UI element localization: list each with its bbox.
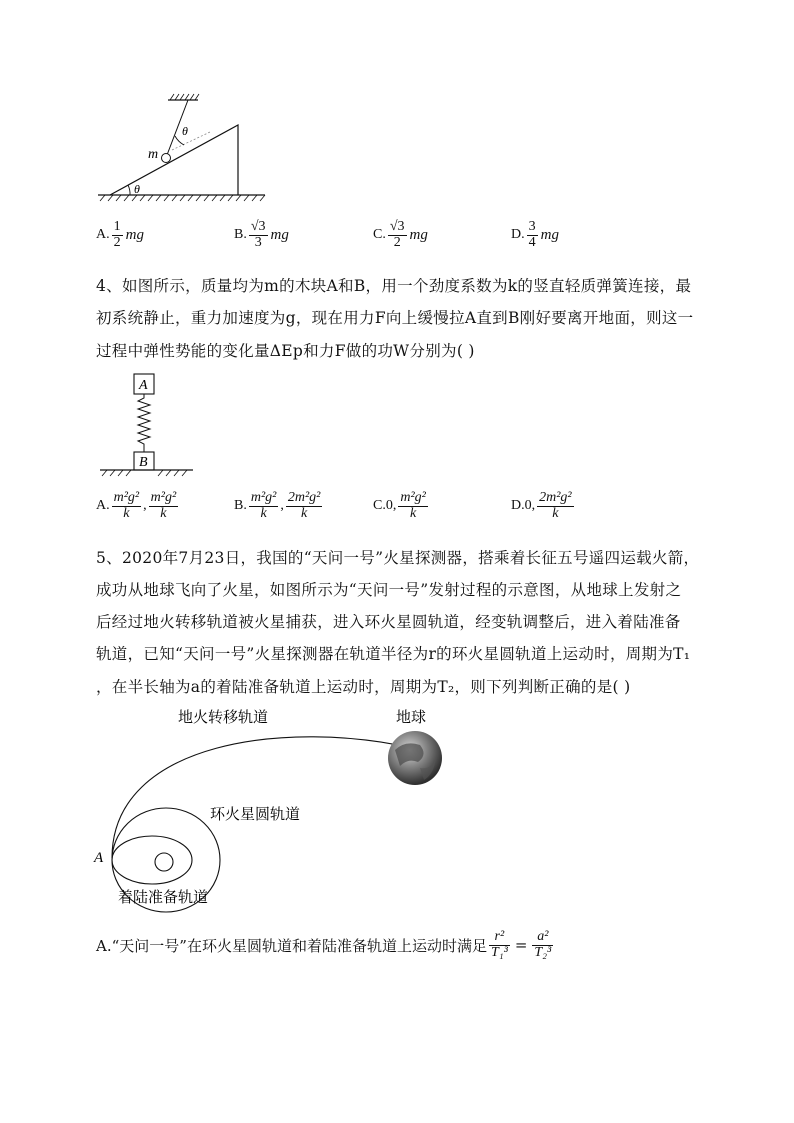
q3-option-d <box>511 220 559 250</box>
denominator: k <box>552 505 559 521</box>
fraction <box>112 220 123 250</box>
fraction <box>249 491 279 521</box>
q4-line-3: 过程中弹性势能的变化量ΔEp和力F做的功W分别为( ) <box>96 342 475 360</box>
denominator: 2 <box>113 234 121 250</box>
numerator: √3 <box>389 219 405 234</box>
denominator: 4 <box>528 234 536 250</box>
numerator: a² <box>532 930 553 946</box>
unit-mg: mg <box>540 226 559 243</box>
q5-line-4: 轨道，已知“天问一号”火星探测器在轨道半径为r的环火星圆轨道上运动时，周期为T₁ <box>96 645 691 663</box>
fraction <box>149 491 179 521</box>
fraction <box>489 930 510 960</box>
block-b-label: B <box>139 455 148 470</box>
fraction <box>537 491 574 521</box>
q4-option-a <box>96 491 180 521</box>
fraction <box>112 491 142 521</box>
point-a-label: A <box>94 850 104 866</box>
fraction <box>286 491 323 521</box>
option-letter: D. <box>511 498 525 514</box>
theta-top-label: θ <box>182 124 188 138</box>
transfer-orbit-label: 地火转移轨道 <box>178 708 269 726</box>
q4-line-1: 4、如图所示，质量均为m的木块A和B，用一个劲度系数为k的竖直轻质弹簧连接，最 <box>96 277 692 295</box>
option-letter: B. <box>234 227 247 243</box>
unit-mg: mg <box>409 226 428 243</box>
denominator: k <box>160 505 167 521</box>
q5-option-a <box>96 930 555 960</box>
fraction <box>527 220 538 250</box>
fraction <box>388 220 407 250</box>
fraction <box>398 491 428 521</box>
option-letter: C. <box>373 498 386 514</box>
denominator: k <box>260 505 267 521</box>
numerator: m²g² <box>400 490 426 505</box>
incline-figure <box>90 90 270 215</box>
q5-line-2: 成功从地球飞向了火星，如图所示为“天问一号”发射过程的示意图，从地球上发射之 <box>96 581 682 599</box>
separator: , <box>143 498 147 514</box>
q3-option-b <box>234 220 289 250</box>
option-letter: D. <box>511 227 525 243</box>
circular-orbit-label: 环火星圆轨道 <box>210 805 301 823</box>
numerator: 2m²g² <box>539 490 572 505</box>
numerator: m²g² <box>250 490 277 505</box>
separator: , <box>280 498 284 514</box>
numerator: 2m²g² <box>287 490 321 505</box>
spring-figure <box>98 372 198 477</box>
option-text: A.“天问一号”在环火星圆轨道和着陆准备轨道上运动时满足 <box>96 936 487 955</box>
q3-option-a <box>96 220 144 250</box>
theta-bottom-label: θ <box>134 182 140 196</box>
denominator: T₁³ <box>490 944 508 960</box>
orbit-figure <box>90 700 460 915</box>
unit-mg: mg <box>125 226 144 243</box>
fraction <box>249 220 268 250</box>
option-letter: C. <box>373 227 386 243</box>
numerator: r² <box>489 930 510 946</box>
denominator: k <box>301 505 308 521</box>
q4-option-d <box>511 491 576 521</box>
q4-line-2: 初系统静止，重力加速度为g，现在用力F向上缓慢拉A直到B刚好要离开地面，则这一 <box>96 309 694 327</box>
numerator: √3 <box>250 219 266 234</box>
equals-sign: = <box>514 936 528 955</box>
block-a-label: A <box>139 378 148 393</box>
option-letter: B. <box>234 498 247 514</box>
prefix: 0, <box>385 498 397 514</box>
option-letter: A. <box>96 498 110 514</box>
option-letter: A. <box>96 227 110 243</box>
denominator: T₂³ <box>534 944 552 960</box>
landing-orbit-label: 着陆准备轨道 <box>118 888 209 906</box>
denominator: 3 <box>254 234 262 250</box>
numerator: 1 <box>113 219 121 234</box>
denominator: k <box>409 505 417 521</box>
prefix: 0, <box>524 498 536 514</box>
q5-line-1: 5、2020年7月23日，我国的“天问一号”火星探测器，搭乘着长征五号遥四运载火箭， <box>96 549 700 567</box>
q5-line-5: ，在半长轴为a的着陆准备轨道上运动时，周期为T₂，则下列判断正确的是( ) <box>96 678 631 696</box>
denominator: 2 <box>393 234 401 250</box>
q4-option-c <box>373 491 430 521</box>
numerator: m²g² <box>113 490 140 505</box>
fraction <box>532 930 553 960</box>
numerator: 3 <box>528 219 536 234</box>
unit-mg: mg <box>270 226 289 243</box>
q3-option-c <box>373 220 428 250</box>
denominator: k <box>123 505 130 521</box>
numerator: m²g² <box>150 490 177 505</box>
q5-line-3: 后经过地火转移轨道被火星捕获，进入环火星圆轨道，经变轨调整后，进入着陆准备 <box>96 613 681 631</box>
mass-label: m <box>148 147 159 162</box>
q4-option-b <box>234 491 324 521</box>
earth-label: 地球 <box>396 708 427 726</box>
